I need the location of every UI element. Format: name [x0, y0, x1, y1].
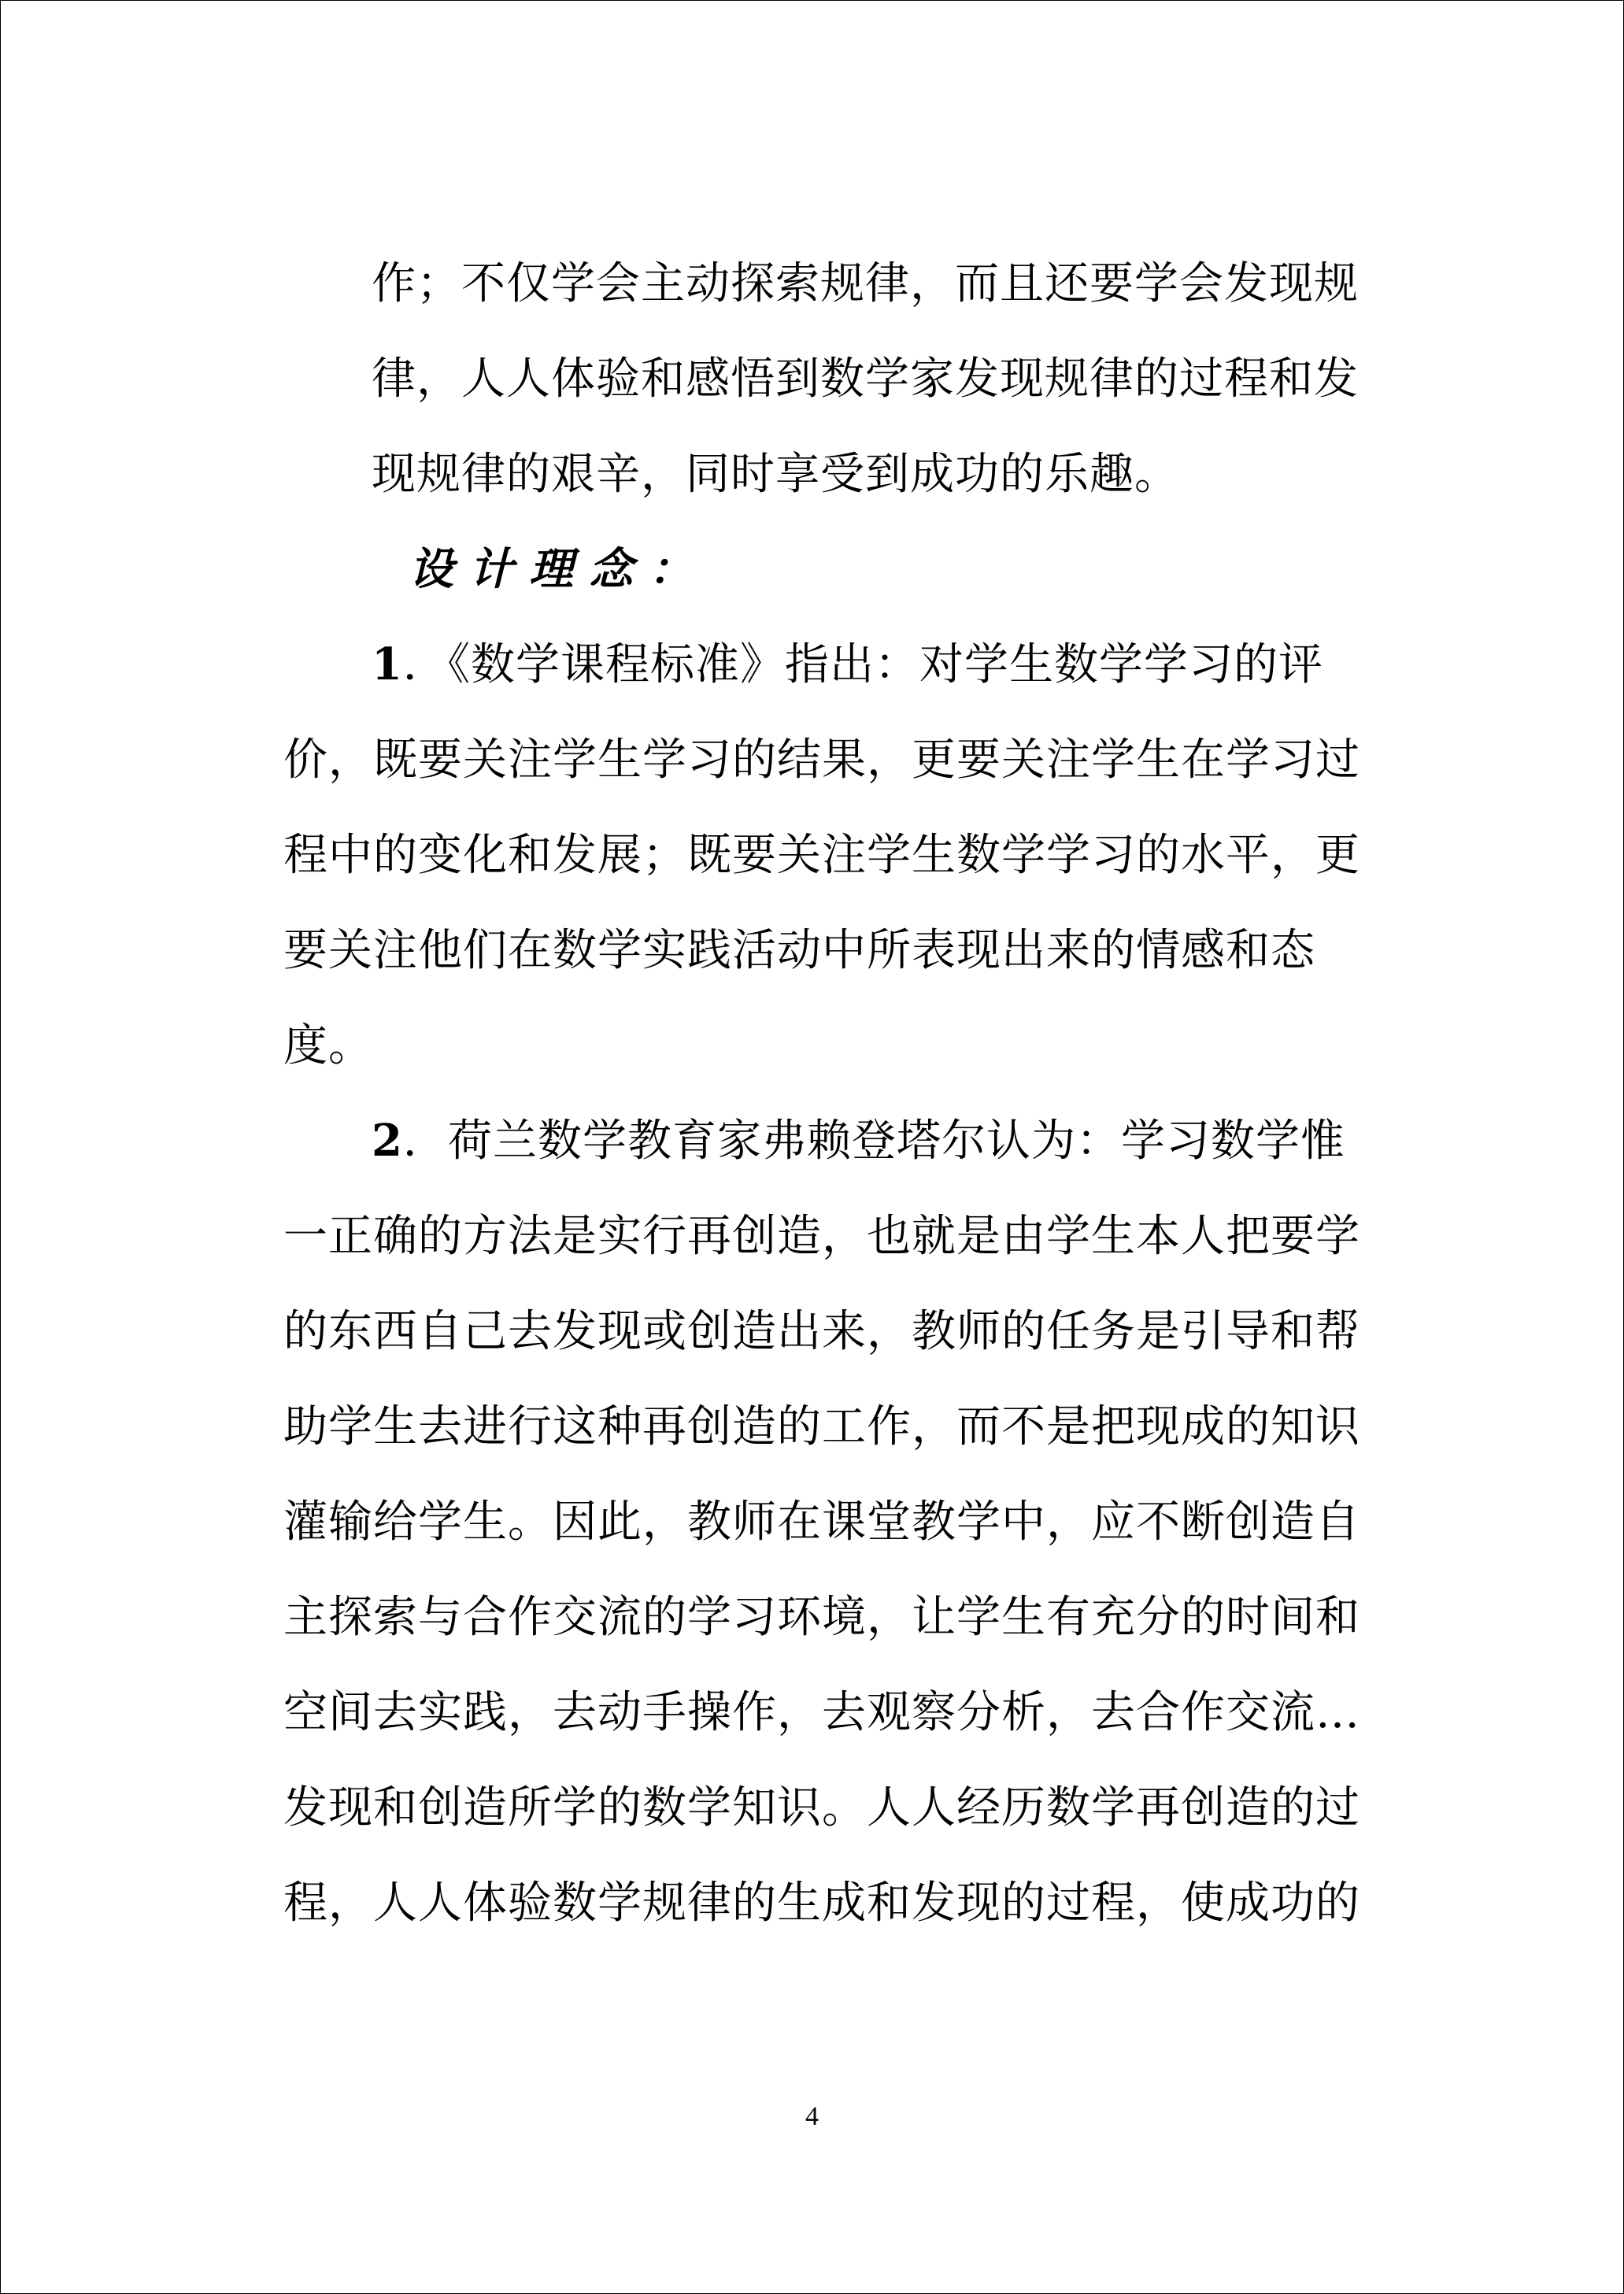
intro-line: 律，人人体验和感悟到数学家发现规律的过程和发 [372, 353, 1359, 405]
intro-line: 作；不仅学会主动探索规律，而且还要学会发现规 [372, 258, 1359, 309]
paragraph-line: 要关注他们在数学实践活动中所表现出来的情感和态 [283, 925, 1315, 976]
paragraph-line: 程，人人体验数学规律的生成和发现的过程，使成功的 [283, 1878, 1360, 1929]
intro-line: 现规律的艰辛，同时享受到成功的乐趣。 [372, 449, 1179, 500]
paragraph-line: 灌输给学生。因此，教师在课堂教学中，应不断创造自 [283, 1497, 1360, 1548]
page-number: 4 [805, 2102, 819, 2131]
item-number: 2 [372, 1115, 403, 1167]
item-number: 1 [372, 638, 403, 690]
document-body [283, 236, 1360, 1951]
paragraph-line: 价，既要关注学生学习的结果，更要关注学生在学习过 [283, 734, 1360, 786]
paragraph-line: 主探索与合作交流的学习环境，让学生有充分的时间和 [283, 1592, 1360, 1643]
paragraph-line: 一正确的方法是实行再创造，也就是由学生本人把要学 [283, 1211, 1360, 1262]
paragraph-line: 的东西自己去发现或创造出来，教师的任务是引导和帮 [283, 1306, 1360, 1357]
paragraph-2-first-line [283, 1093, 1346, 1189]
paragraph-line: 度。 [283, 1020, 373, 1071]
paragraph-line: 助学生去进行这种再创造的工作，而不是把现成的知识 [283, 1401, 1360, 1452]
paragraph-line: 程中的变化和发展；既要关注学生数学学习的水平，更 [283, 830, 1360, 881]
section-heading: 设计理念： [409, 543, 708, 595]
paragraph-text: ．《数学课程标准》指出：对学生数学学习的评 [402, 639, 1323, 690]
paragraph-line: 空间去实践，去动手操作，去观察分析，去合作交流… [283, 1687, 1360, 1738]
paragraph-line: 发现和创造所学的数学知识。人人经历数学再创造的过 [283, 1782, 1360, 1833]
paragraph-text: ．荷兰数学教育家弗赖登塔尔认为：学习数学惟 [402, 1116, 1345, 1167]
paragraph-1-first-line [283, 617, 1346, 712]
